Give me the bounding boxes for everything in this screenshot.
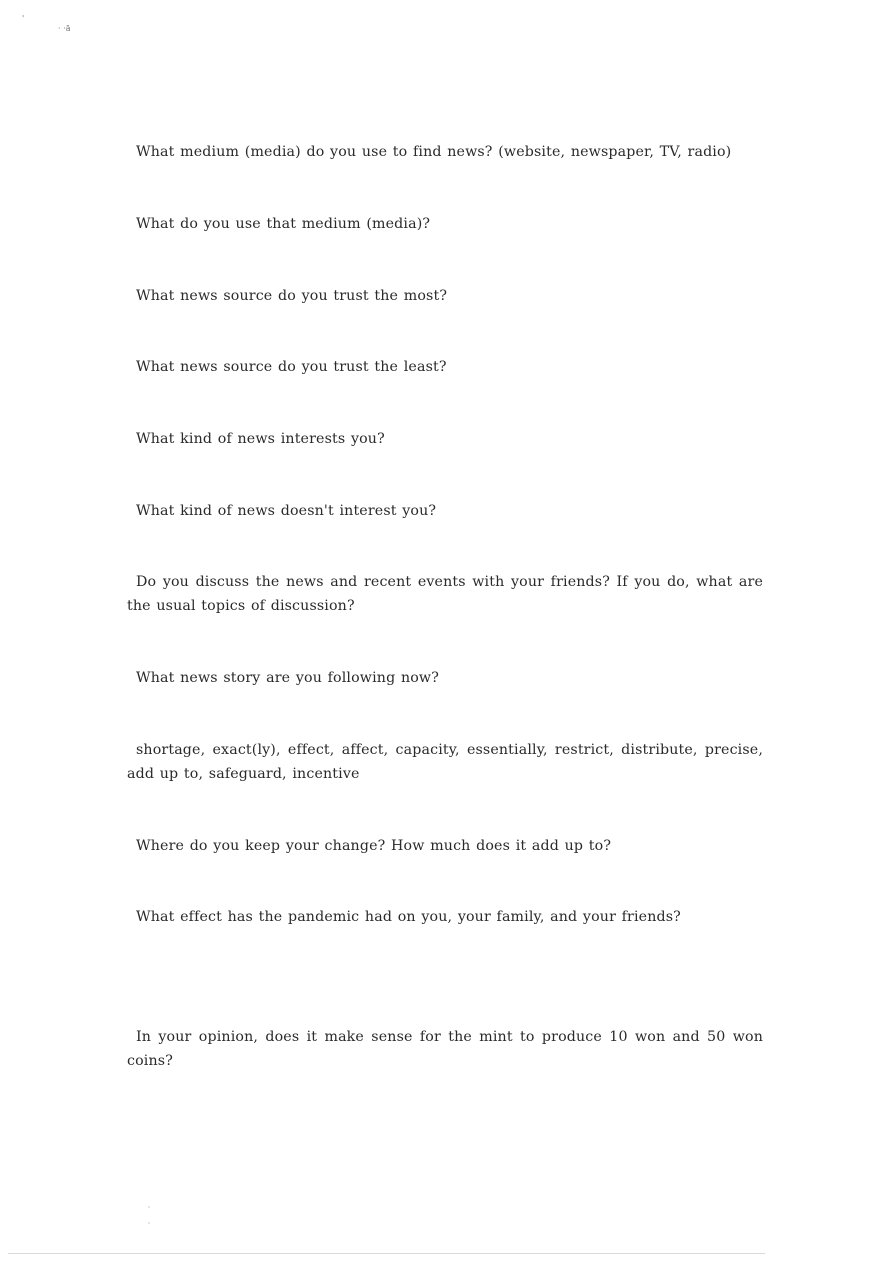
question-medium-use: What do you use that medium (media)? xyxy=(136,216,431,232)
scan-speck xyxy=(148,1222,150,1224)
vocabulary-list: shortage, exact(ly), effect, affect, capacity, essentially, restrict, distribute, precise, add up to, safeguard, incentive xyxy=(127,742,763,782)
scan-mark-b: · ·ā xyxy=(58,24,71,33)
scan-footer-line xyxy=(8,1253,765,1254)
question-news-interests: What kind of news interests you? xyxy=(136,431,385,447)
question-media: What medium (media) do you use to find news? (website, newspaper, TV, radio) xyxy=(136,144,732,160)
question-trust-most: What news source do you trust the most? xyxy=(136,288,448,304)
scan-mark-a: ' xyxy=(22,14,25,23)
question-mint-coins: In your opinion, does it make sense for the mint to produce 10 won and 50 won coins? xyxy=(127,1029,763,1069)
question-following-story: What news story are you following now? xyxy=(136,670,439,686)
scan-speck xyxy=(148,1206,150,1208)
question-trust-least: What news source do you trust the least? xyxy=(136,359,447,375)
question-pandemic-effect: What effect has the pandemic had on you, your family, and your friends? xyxy=(136,909,681,925)
question-keep-change: Where do you keep your change? How much does it add up to? xyxy=(136,838,612,854)
question-discuss-news: Do you discuss the news and recent events with your friends? If you do, what are the usual topics of discussion? xyxy=(127,574,763,614)
question-news-not-interest: What kind of news doesn't interest you? xyxy=(136,503,437,519)
